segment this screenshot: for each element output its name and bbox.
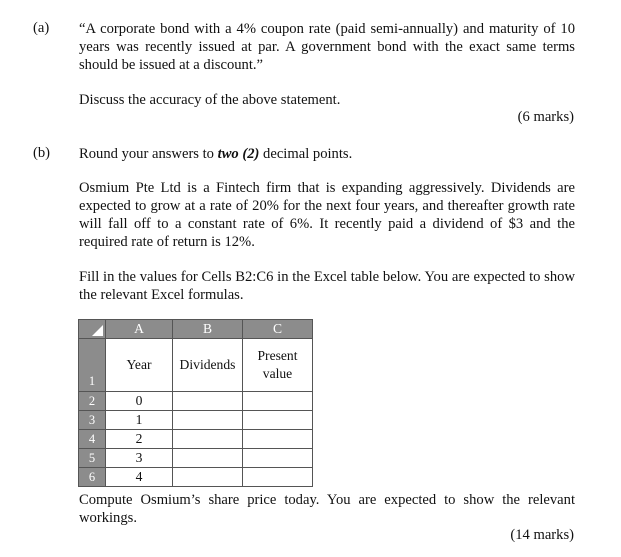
part-b-label: (b) xyxy=(33,145,51,161)
row-header-6: 6 xyxy=(79,468,106,487)
cell-b5 xyxy=(173,449,243,468)
cell-c2 xyxy=(243,392,313,411)
cell-b2 xyxy=(173,392,243,411)
excel-table xyxy=(78,319,313,487)
part-a-instruction: Discuss the accuracy of the above statement. xyxy=(79,92,341,108)
cell-a5: 3 xyxy=(106,449,173,468)
cell-c6 xyxy=(243,468,313,487)
column-header-c: C xyxy=(243,320,313,339)
row-header-5: 5 xyxy=(79,449,106,468)
cell-c3 xyxy=(243,411,313,430)
present-value-line1: Present xyxy=(257,348,298,363)
column-header-a: A xyxy=(106,320,173,339)
part-b-marks: (14 marks) xyxy=(510,527,574,543)
cell-c5 xyxy=(243,449,313,468)
cell-c4 xyxy=(243,430,313,449)
part-a-label: (a) xyxy=(33,20,50,36)
row-header-4: 4 xyxy=(79,430,106,449)
corner-triangle-icon xyxy=(92,325,103,336)
cell-b1: Dividends xyxy=(173,339,243,392)
row-header-3: 3 xyxy=(79,411,106,430)
cell-a6: 4 xyxy=(106,468,173,487)
row-header-2: 2 xyxy=(79,392,106,411)
cell-c1 xyxy=(243,339,313,392)
rounding-prefix: Round your answers to xyxy=(79,146,218,162)
part-b-compute-instruction: Compute Osmium’s share price today. You are expected to show the relevant workings. xyxy=(79,492,575,526)
rounding-emphasis: two (2) xyxy=(217,146,260,162)
rounding-suffix: decimal points. xyxy=(259,146,353,162)
part-a-marks: (6 marks) xyxy=(517,109,574,125)
cell-a1: Year xyxy=(106,339,173,392)
cell-b4 xyxy=(173,430,243,449)
column-header-b: B xyxy=(173,320,243,339)
row-header-1: 1 xyxy=(79,339,106,392)
part-b-fill-instruction: Fill in the values for Cells B2:C6 in the Excel table below. You are expected to show the relevant Excel formulas. xyxy=(79,269,575,303)
present-value-line2: value xyxy=(262,366,293,381)
select-all-corner xyxy=(79,320,106,339)
part-a-quote: “A corporate bond with a 4% coupon rate (paid semi-annually) and maturity of 10 years was recently issued at par. A government bond with the exact same terms should be issued at a discount.” xyxy=(79,21,575,73)
cell-a3: 1 xyxy=(106,411,173,430)
cell-b6 xyxy=(173,468,243,487)
part-b-rounding xyxy=(79,145,575,163)
part-b-scenario: Osmium Pte Ltd is a Fintech firm that is expanding aggressively. Dividends are expected to grow at a rate of 20% for the next four years, and thereafter growth rate will fall off to a constant rate of 6%. It recently paid a dividend of $3 and the required rate of return is 12%. xyxy=(79,180,575,250)
cell-a2: 0 xyxy=(106,392,173,411)
cell-a4: 2 xyxy=(106,430,173,449)
cell-b3 xyxy=(173,411,243,430)
